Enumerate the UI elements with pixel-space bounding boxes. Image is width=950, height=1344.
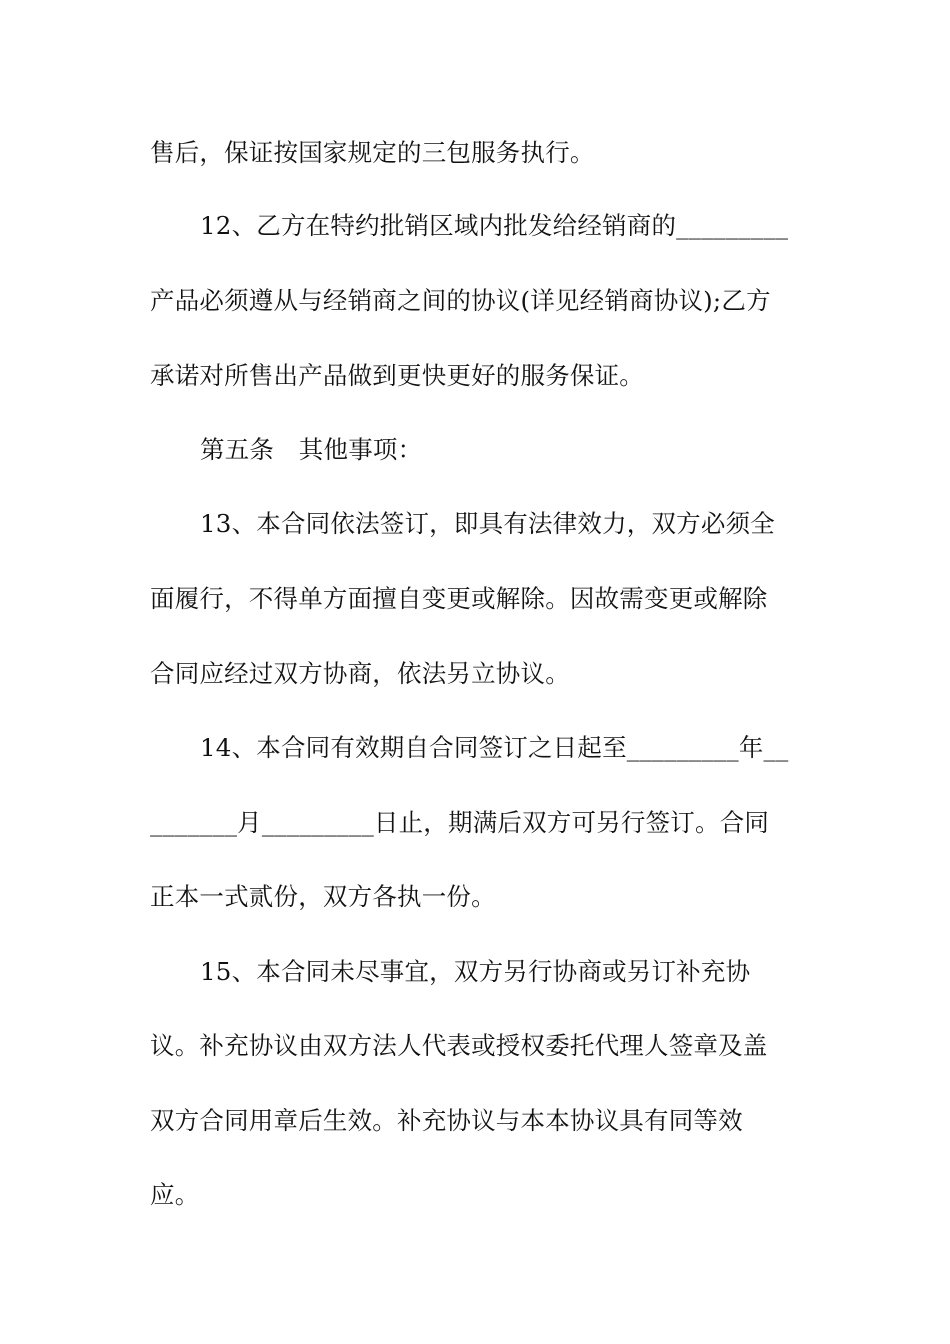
clause-13-line-3: 合同应经过双方协商，依法另立协议。 (150, 659, 570, 688)
clause-13-line-1: 13、本合同依法签订，即具有法律效力，双方必须全 (200, 509, 775, 538)
clause-12-line-3: 承诺对所售出产品做到更快更好的服务保证。 (150, 361, 644, 390)
clause-12-line-2: 产品必须遵从与经销商之间的协议(详见经销商协议);乙方 (150, 286, 771, 315)
paragraph-line-after-sales: 售后，保证按国家规定的三包服务执行。 (150, 138, 595, 167)
article-5-heading: 第五条 其他事项： (200, 435, 423, 464)
clause-15-line-3: 双方合同用章后生效。补充协议与本本协议具有同等效 (150, 1106, 743, 1135)
clause-15-line-4: 应。 (150, 1180, 200, 1209)
clause-14-line-3: 正本一式贰份，双方各执一份。 (150, 882, 496, 911)
clause-12-line-1: 12、乙方在特约批销区域内批发给经销商的_________ (200, 211, 789, 240)
clause-14-line-1: 14、本合同有效期自合同签订之日起至_________年__ (200, 733, 789, 762)
clause-14-line-2: _______月_________日止，期满后双方可另行签订。合同 (150, 808, 770, 837)
clause-15-line-2: 议。补充协议由双方法人代表或授权委托代理人签章及盖 (150, 1031, 768, 1060)
clause-15-line-1: 15、本合同未尽事宜，双方另行协商或另订补充协 (200, 957, 751, 986)
clause-13-line-2: 面履行，不得单方面擅自变更或解除。因故需变更或解除 (150, 584, 768, 613)
